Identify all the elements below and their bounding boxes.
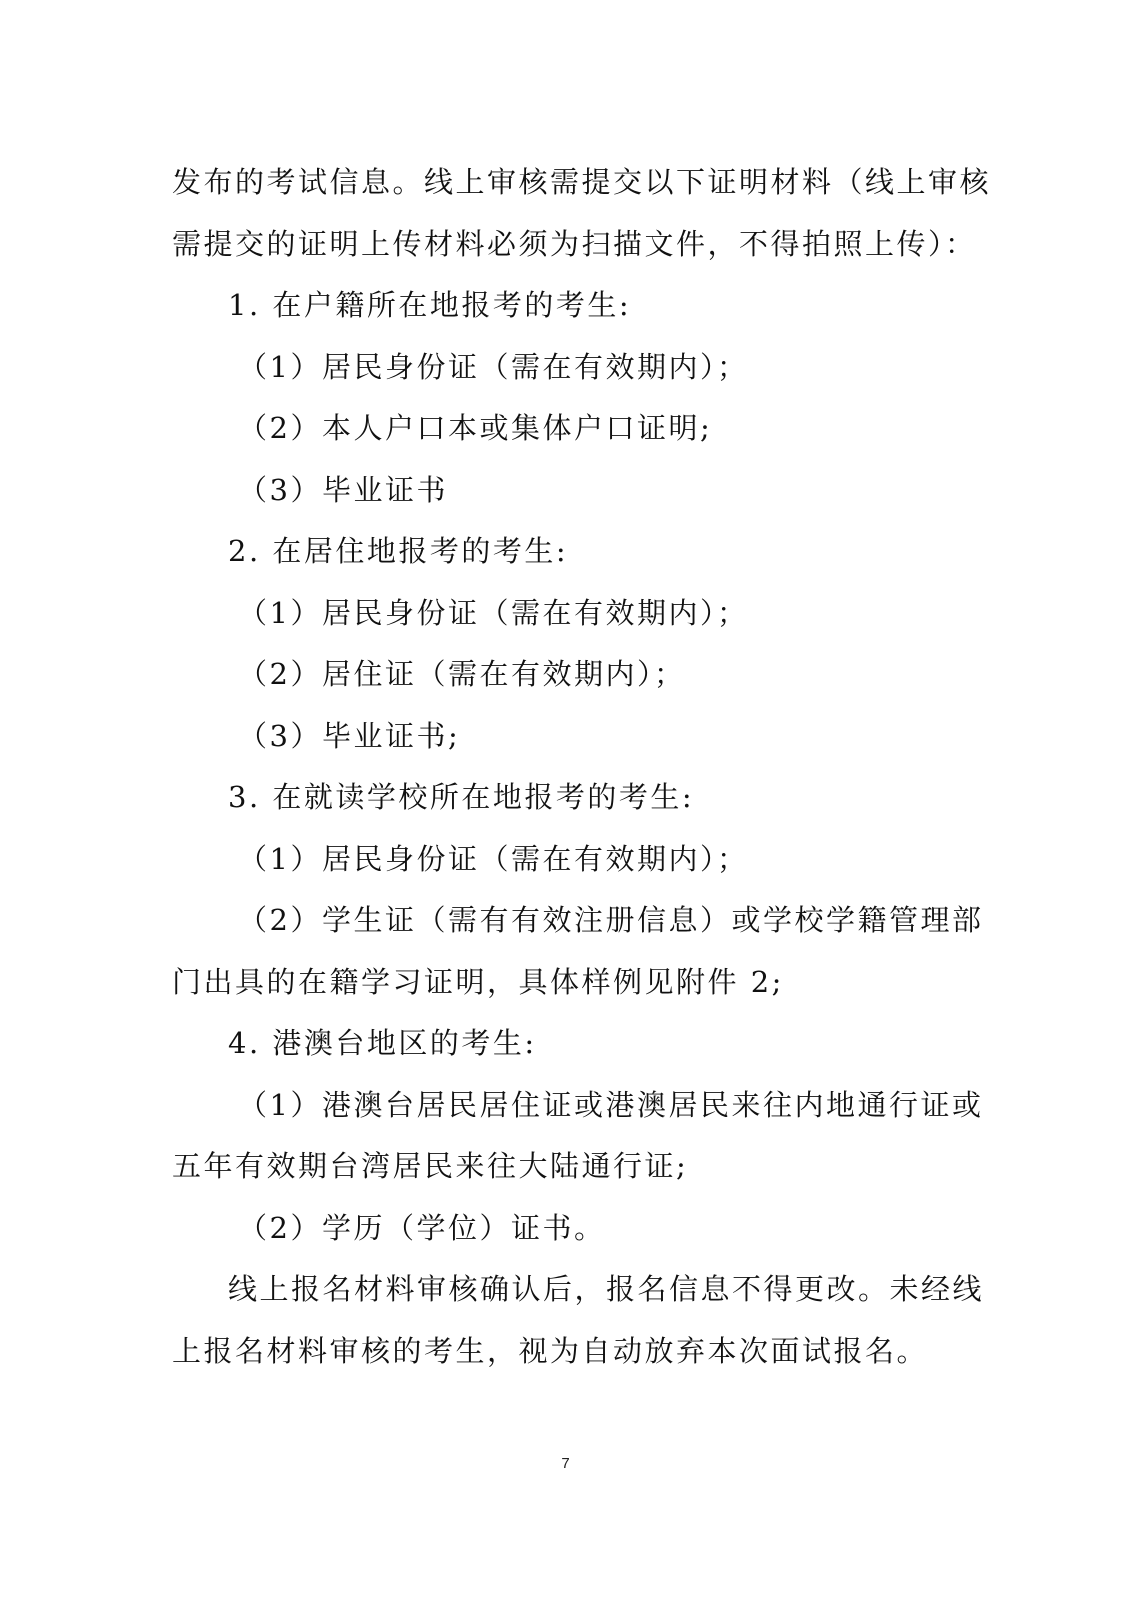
list-item-continuation: 五年有效期台湾居民来往大陆通行证; bbox=[172, 1149, 689, 1183]
section-heading: 2. 在居住地报考的考生: bbox=[228, 534, 569, 568]
paragraph-line: 需提交的证明上传材料必须为扫描文件，不得拍照上传）： bbox=[172, 226, 977, 261]
list-item: （1）居民身份证（需在有效期内）； bbox=[238, 349, 749, 384]
list-item: （2）学历（学位）证书。 bbox=[238, 1210, 606, 1245]
list-item: （3）毕业证书; bbox=[238, 718, 461, 753]
list-item: （2）居住证（需在有效期内）； bbox=[238, 657, 686, 691]
body-text bbox=[172, 152, 992, 1382]
page-number: 7 bbox=[561, 1455, 570, 1472]
list-item: （2）本人户口本或集体户口证明; bbox=[238, 411, 713, 445]
section-heading: 1. 在户籍所在地报考的考生: bbox=[228, 288, 632, 322]
list-item: （3）毕业证书 bbox=[238, 472, 448, 507]
list-item: （1）居民身份证（需在有效期内）； bbox=[238, 841, 749, 876]
list-item-continuation: 门出具的在籍学习证明，具体样例见附件 2; bbox=[172, 964, 784, 999]
section-heading: 3. 在就读学校所在地报考的考生: bbox=[228, 780, 695, 814]
list-item: （2）学生证（需有有效注册信息）或学校学籍管理部 bbox=[238, 903, 984, 937]
paragraph-line: 上报名材料审核的考生，视为自动放弃本次面试报名。 bbox=[172, 1333, 929, 1368]
list-item: （1）港澳台居民居住证或港澳居民来往内地通行证或 bbox=[238, 1087, 984, 1122]
list-item: （1）居民身份证（需在有效期内）； bbox=[238, 595, 749, 630]
section-heading: 4. 港澳台地区的考生: bbox=[228, 1026, 537, 1060]
paragraph-line: 发布的考试信息。线上审核需提交以下证明材料（线上审核 bbox=[172, 165, 992, 199]
paragraph-line: 线上报名材料审核确认后，报名信息不得更改。未经线 bbox=[228, 1272, 985, 1306]
